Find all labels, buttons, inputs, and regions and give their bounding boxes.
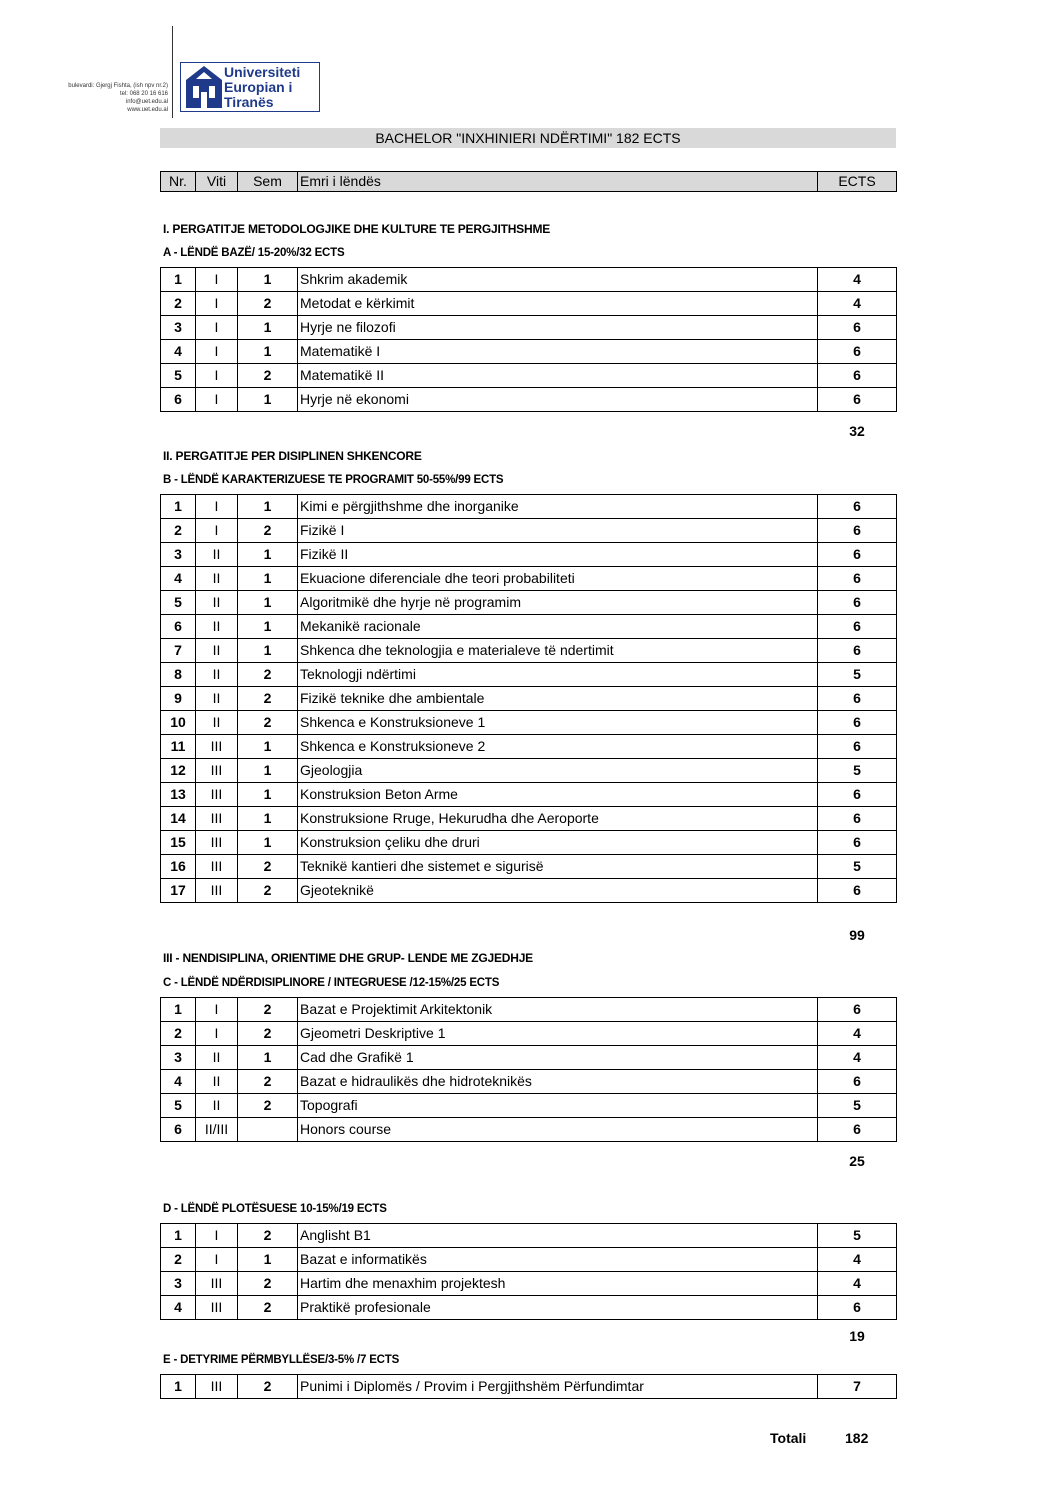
course-name: Konstruksione Rruge, Hekurudha dhe Aeroporte (298, 807, 818, 831)
course-nr: 14 (161, 807, 196, 831)
course-name: Teknologji ndërtimi (298, 663, 818, 687)
table-row (161, 639, 897, 663)
course-ects: 5 (818, 855, 897, 879)
course-semester: 1 (238, 591, 298, 615)
course-semester: 1 (238, 543, 298, 567)
table-row (161, 807, 897, 831)
course-nr: 16 (161, 855, 196, 879)
course-ects: 6 (818, 998, 897, 1022)
table-row (161, 268, 897, 292)
contact-info (60, 82, 168, 114)
logo-line-2: Europian i (224, 79, 293, 95)
subtotal-a: 32 (849, 423, 865, 439)
subtotal-d: 19 (849, 1328, 865, 1344)
course-year: II (196, 1094, 238, 1118)
course-year: I (196, 316, 238, 340)
course-name: Bazat e Projektimit Arkitektonik (298, 998, 818, 1022)
course-name: Gjeologjia (298, 759, 818, 783)
course-nr: 4 (161, 1070, 196, 1094)
course-ects: 4 (818, 1272, 897, 1296)
course-name: Fizikë II (298, 543, 818, 567)
course-ects: 5 (818, 1094, 897, 1118)
course-semester: 2 (238, 855, 298, 879)
course-year: III (196, 855, 238, 879)
course-nr: 2 (161, 519, 196, 543)
table-row (161, 1296, 897, 1320)
course-semester: 2 (238, 1070, 298, 1094)
course-name: Teknikë kantieri dhe sistemet e sigurisë (298, 855, 818, 879)
table-row (161, 340, 897, 364)
logo-wordmark (224, 65, 300, 110)
course-ects: 6 (818, 495, 897, 519)
course-year: III (196, 759, 238, 783)
course-nr: 12 (161, 759, 196, 783)
col-nr: Nr. (161, 172, 196, 192)
course-year: III (196, 1296, 238, 1320)
course-semester: 2 (238, 1296, 298, 1320)
course-ects: 6 (818, 316, 897, 340)
course-nr: 5 (161, 591, 196, 615)
course-year: III (196, 735, 238, 759)
course-name: Mekanikë racionale (298, 615, 818, 639)
course-semester: 1 (238, 388, 298, 412)
course-ects: 6 (818, 1296, 897, 1320)
course-year: I (196, 340, 238, 364)
course-nr: 4 (161, 340, 196, 364)
course-nr: 3 (161, 1272, 196, 1296)
course-year: III (196, 1272, 238, 1296)
course-nr: 2 (161, 292, 196, 316)
total-value: 182 (845, 1430, 869, 1446)
course-year: I (196, 388, 238, 412)
table-row (161, 1248, 897, 1272)
course-semester: 1 (238, 495, 298, 519)
table-row (161, 783, 897, 807)
course-year: II (196, 615, 238, 639)
course-semester: 1 (238, 615, 298, 639)
header-divider (172, 26, 173, 118)
course-name: Bazat e informatikës (298, 1248, 818, 1272)
course-ects: 6 (818, 639, 897, 663)
table-row (161, 1118, 897, 1142)
course-year: II (196, 543, 238, 567)
course-ects: 6 (818, 340, 897, 364)
course-name: Konstruksion çeliku dhe druri (298, 831, 818, 855)
course-nr: 11 (161, 735, 196, 759)
table-row (161, 759, 897, 783)
course-semester: 1 (238, 783, 298, 807)
table-row (161, 1272, 897, 1296)
course-nr: 1 (161, 1224, 196, 1248)
contact-phone: tel: 068 20 16 616 (119, 91, 168, 97)
section-heading-3: III - NENDISIPLINA, ORIENTIME DHE GRUP- LENDE ME ZGJEDHJE (163, 951, 533, 965)
course-ects: 6 (818, 543, 897, 567)
course-nr: 9 (161, 687, 196, 711)
course-name: Matematikë II (298, 364, 818, 388)
course-year: I (196, 998, 238, 1022)
group-heading-d: D - LËNDË PLOTËSUESE 10-15%/19 ECTS (163, 1203, 387, 1215)
course-name: Honors course (298, 1118, 818, 1142)
course-name: Bazat e hidraulikës dhe hidroteknikës (298, 1070, 818, 1094)
course-year: II (196, 1046, 238, 1070)
course-ects: 6 (818, 591, 897, 615)
group-heading-b: B - LËNDË KARAKTERIZUESE TE PROGRAMIT 50-55%/99 ECTS (163, 474, 504, 486)
course-name: Hyrje ne filozofi (298, 316, 818, 340)
course-year: II (196, 663, 238, 687)
course-name: Ekuacione diferenciale dhe teori probabiliteti (298, 567, 818, 591)
course-semester: 1 (238, 1046, 298, 1070)
course-name: Punimi i Diplomës / Provim i Pergjithshëm Përfundimtar (298, 1375, 818, 1399)
group-heading-c: C - LËNDË NDËRDISIPLINORE / INTEGRUESE /12-15%/25 ECTS (163, 977, 500, 989)
course-semester: 2 (238, 998, 298, 1022)
course-nr: 7 (161, 639, 196, 663)
course-semester: 2 (238, 663, 298, 687)
table-row (161, 1224, 897, 1248)
course-year: I (196, 1022, 238, 1046)
course-year: II (196, 1070, 238, 1094)
course-ects: 4 (818, 268, 897, 292)
course-name: Cad dhe Grafikë 1 (298, 1046, 818, 1070)
group-heading-e: E - DETYRIME PËRMBYLLËSE/3-5% /7 ECTS (163, 1354, 400, 1366)
col-ects: ECTS (818, 172, 897, 192)
course-semester: 2 (238, 879, 298, 903)
course-year: I (196, 364, 238, 388)
course-year: III (196, 783, 238, 807)
course-ects: 4 (818, 1022, 897, 1046)
course-name: Shkenca e Konstruksioneve 2 (298, 735, 818, 759)
course-nr: 3 (161, 543, 196, 567)
table-group-e (160, 1374, 897, 1399)
table-row (161, 1375, 897, 1399)
table-row (161, 388, 897, 412)
table-row (161, 543, 897, 567)
course-semester: 1 (238, 735, 298, 759)
course-ects: 5 (818, 759, 897, 783)
course-year: III (196, 831, 238, 855)
course-name: Gjeoteknikë (298, 879, 818, 903)
table-row (161, 495, 897, 519)
course-nr: 1 (161, 1375, 196, 1399)
course-semester: 1 (238, 759, 298, 783)
course-year: II (196, 687, 238, 711)
course-year: II (196, 567, 238, 591)
contact-address: bulevardi: Gjergj Fishta, (ish npv nr.2) (68, 83, 168, 89)
document-title: BACHELOR "INXHINIERI NDËRTIMI" 182 ECTS (160, 128, 896, 148)
table-row (161, 364, 897, 388)
course-ects: 6 (818, 519, 897, 543)
table-row (161, 567, 897, 591)
course-ects: 6 (818, 831, 897, 855)
column-header-row (161, 172, 897, 192)
table-row (161, 879, 897, 903)
course-name: Shkrim akademik (298, 268, 818, 292)
course-ects: 7 (818, 1375, 897, 1399)
course-year: III (196, 1375, 238, 1399)
table-row (161, 687, 897, 711)
table-row (161, 1046, 897, 1070)
table-row (161, 663, 897, 687)
course-ects: 6 (818, 567, 897, 591)
course-nr: 13 (161, 783, 196, 807)
course-ects: 4 (818, 1248, 897, 1272)
course-name: Konstruksion Beton Arme (298, 783, 818, 807)
course-semester: 1 (238, 567, 298, 591)
building-emblem-icon (184, 64, 224, 110)
course-semester: 1 (238, 639, 298, 663)
course-semester: 2 (238, 1272, 298, 1296)
course-ects: 6 (818, 1118, 897, 1142)
course-nr: 3 (161, 316, 196, 340)
course-name: Shkenca dhe teknologjia e materialeve të ndertimit (298, 639, 818, 663)
course-name: Hyrje në ekonomi (298, 388, 818, 412)
course-ects: 6 (818, 735, 897, 759)
table-row (161, 1094, 897, 1118)
university-logo (180, 62, 322, 114)
contact-email: info@uet.edu.al (125, 99, 168, 105)
course-nr: 4 (161, 1296, 196, 1320)
course-year: I (196, 268, 238, 292)
course-semester: 2 (238, 519, 298, 543)
table-row (161, 735, 897, 759)
course-year: I (196, 292, 238, 316)
logo-line-1: Universiteti (224, 64, 301, 80)
course-ects: 5 (818, 663, 897, 687)
table-row (161, 615, 897, 639)
course-nr: 17 (161, 879, 196, 903)
course-nr: 1 (161, 998, 196, 1022)
course-nr: 1 (161, 495, 196, 519)
course-nr: 4 (161, 567, 196, 591)
course-semester: 1 (238, 316, 298, 340)
course-year: I (196, 495, 238, 519)
course-ects: 6 (818, 711, 897, 735)
course-year: I (196, 1248, 238, 1272)
course-semester: 1 (238, 340, 298, 364)
course-nr: 3 (161, 1046, 196, 1070)
course-year: III (196, 879, 238, 903)
course-semester: 1 (238, 268, 298, 292)
course-year: II (196, 639, 238, 663)
course-semester (238, 1118, 298, 1142)
course-name: Kimi e përgjithshme dhe inorganike (298, 495, 818, 519)
subtotal-b: 99 (849, 927, 865, 943)
course-semester: 2 (238, 1375, 298, 1399)
course-nr: 6 (161, 388, 196, 412)
course-ects: 4 (818, 1046, 897, 1070)
section-heading-1: I. PERGATITJE METODOLOGJIKE DHE KULTURE TE PERGJITHSHME (163, 222, 551, 236)
course-year: III (196, 807, 238, 831)
course-nr: 5 (161, 1094, 196, 1118)
table-row (161, 292, 897, 316)
course-name: Algoritmikë dhe hyrje në programim (298, 591, 818, 615)
course-nr: 15 (161, 831, 196, 855)
course-ects: 6 (818, 1070, 897, 1094)
course-year: I (196, 1224, 238, 1248)
course-ects: 5 (818, 1224, 897, 1248)
contact-website: www.uet.edu.al (127, 107, 168, 113)
table-row (161, 998, 897, 1022)
course-year: II/III (196, 1118, 238, 1142)
course-name: Anglisht B1 (298, 1224, 818, 1248)
course-name: Fizikë teknike dhe ambientale (298, 687, 818, 711)
table-group-c (160, 997, 897, 1142)
course-name: Shkenca e Konstruksioneve 1 (298, 711, 818, 735)
table-row (161, 1070, 897, 1094)
course-ects: 6 (818, 687, 897, 711)
course-ects: 6 (818, 388, 897, 412)
table-group-b (160, 494, 897, 903)
table-row (161, 1022, 897, 1046)
table-group-a (160, 267, 897, 412)
course-name: Gjeometri Deskriptive 1 (298, 1022, 818, 1046)
course-semester: 1 (238, 807, 298, 831)
col-viti: Viti (196, 172, 238, 192)
total-label: Totali (770, 1430, 807, 1446)
subtotal-c: 25 (849, 1153, 865, 1169)
group-heading-a: A - LËNDË BAZË/ 15-20%/32 ECTS (163, 247, 345, 259)
course-semester: 2 (238, 711, 298, 735)
table-row (161, 316, 897, 340)
course-nr: 10 (161, 711, 196, 735)
course-semester: 1 (238, 1248, 298, 1272)
course-nr: 6 (161, 1118, 196, 1142)
course-ects: 6 (818, 783, 897, 807)
course-name: Matematikë I (298, 340, 818, 364)
course-nr: 5 (161, 364, 196, 388)
course-name: Hartim dhe menaxhim projektesh (298, 1272, 818, 1296)
course-semester: 2 (238, 364, 298, 388)
course-semester: 2 (238, 1094, 298, 1118)
course-ects: 6 (818, 807, 897, 831)
course-year: I (196, 519, 238, 543)
logo-line-3: Tiranës (224, 94, 274, 110)
course-name: Praktikë profesionale (298, 1296, 818, 1320)
course-semester: 2 (238, 1022, 298, 1046)
table-group-d (160, 1223, 897, 1320)
col-sem: Sem (238, 172, 298, 192)
course-nr: 6 (161, 615, 196, 639)
column-header-table (160, 171, 897, 192)
course-semester: 1 (238, 831, 298, 855)
course-ects: 6 (818, 879, 897, 903)
course-name: Fizikë I (298, 519, 818, 543)
course-name: Metodat e kërkimit (298, 292, 818, 316)
course-semester: 2 (238, 1224, 298, 1248)
course-semester: 2 (238, 292, 298, 316)
table-row (161, 831, 897, 855)
table-row (161, 711, 897, 735)
course-name: Topografi (298, 1094, 818, 1118)
table-row (161, 855, 897, 879)
course-ects: 4 (818, 292, 897, 316)
course-year: II (196, 591, 238, 615)
course-ects: 6 (818, 615, 897, 639)
course-nr: 2 (161, 1022, 196, 1046)
course-year: II (196, 711, 238, 735)
course-nr: 2 (161, 1248, 196, 1272)
section-heading-2: II. PERGATITJE PER DISIPLINEN SHKENCORE (163, 449, 422, 463)
course-nr: 1 (161, 268, 196, 292)
course-ects: 6 (818, 364, 897, 388)
course-nr: 8 (161, 663, 196, 687)
col-name: Emri i lëndës (298, 172, 818, 192)
course-semester: 2 (238, 687, 298, 711)
table-row (161, 519, 897, 543)
table-row (161, 591, 897, 615)
